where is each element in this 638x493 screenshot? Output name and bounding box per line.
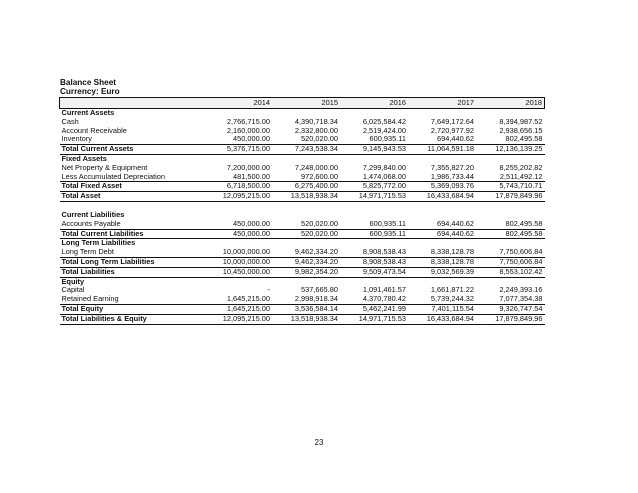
total-row <box>60 304 545 314</box>
total-row <box>60 192 545 202</box>
row-value: 10,000,000.00 <box>204 257 272 267</box>
row-value: 5,739,244.32 <box>430 295 474 304</box>
row-label: Total Equity <box>60 304 205 314</box>
total-row <box>60 229 545 239</box>
row-value: 12,136,139.25 <box>476 145 545 155</box>
row-value: 1,645,215.00 <box>204 304 272 314</box>
row-value: 9,326,747.54 <box>476 304 545 314</box>
row-label: Fixed Assets <box>61 154 107 163</box>
total-row <box>60 182 545 192</box>
row-value: 7,401,115.54 <box>408 304 476 314</box>
table-row <box>60 277 545 286</box>
row-value: 5,376,715.00 <box>204 145 272 155</box>
row-label: Total Long Term Liabilities <box>60 257 205 267</box>
year-header: 2018 <box>476 98 545 109</box>
total-row <box>60 145 545 155</box>
row-value: 14,971,715.53 <box>340 314 408 324</box>
row-value: 14,971,715.53 <box>340 192 408 202</box>
table-row <box>60 118 545 127</box>
row-value: 13,518,938.34 <box>272 314 340 324</box>
page-number: 23 <box>314 438 324 447</box>
row-value: 2,998,918.34 <box>294 295 338 304</box>
row-value: 12,095,215.00 <box>204 314 272 324</box>
row-label: Retained Earning <box>61 295 119 304</box>
row-value: 9,982,354.20 <box>272 267 340 277</box>
row-value: 2,766,715.00 <box>226 117 270 126</box>
row-label: Capital <box>61 286 85 295</box>
row-value: 694,440.62 <box>437 219 474 228</box>
row-label: Inventory <box>61 135 92 144</box>
row-label: Total Current Assets <box>60 145 205 155</box>
row-value: 694,440.62 <box>437 135 474 144</box>
table-row <box>60 154 545 163</box>
row-value: 9,509,473.54 <box>340 267 408 277</box>
row-value: 2,511,492.12 <box>499 172 543 181</box>
row-value: 8,553,102.42 <box>476 267 545 277</box>
row-value: 2,938,656.15 <box>499 126 543 135</box>
row-value: 9,462,334.20 <box>294 248 338 257</box>
row-label: Account Receivable <box>61 126 127 135</box>
row-label: Total Fixed Asset <box>60 182 205 192</box>
row-value: 972,600.00 <box>301 172 338 181</box>
row-value: 6,718,500.00 <box>204 182 272 192</box>
row-value: 2,160,000.00 <box>226 126 270 135</box>
table-row <box>60 173 545 182</box>
row-label: Current Liabilities <box>61 210 125 219</box>
currency-label: Currency: Euro <box>60 87 120 96</box>
row-value: 8,338,128.78 <box>408 257 476 267</box>
table-row <box>60 248 545 257</box>
row-value: 4,370,780.42 <box>362 295 406 304</box>
row-value: 7,200,000.00 <box>226 163 270 172</box>
row-value: 8,338,128.78 <box>430 248 474 257</box>
row-value: 1,091,461.57 <box>362 286 406 295</box>
table-row <box>60 286 545 295</box>
row-label: Equity <box>61 277 85 286</box>
table-row <box>60 211 545 220</box>
row-value: 520,020.00 <box>301 135 338 144</box>
row-label: Total Asset <box>60 192 205 202</box>
row-value: 450,000.00 <box>233 219 270 228</box>
table-row <box>60 135 545 144</box>
sheet-title: Balance Sheet <box>60 78 116 87</box>
row-value: 802,495.58 <box>505 135 543 144</box>
row-value: 450,000.00 <box>233 135 270 144</box>
header-blank-cell <box>60 98 205 109</box>
total-row <box>60 257 545 267</box>
row-value: 6,275,400.00 <box>272 182 340 192</box>
row-value: 8,394,987.52 <box>499 117 543 126</box>
row-value: 520,020.00 <box>301 219 338 228</box>
row-label: Long Term Liabilities <box>61 238 136 248</box>
row-value: 5,743,710.71 <box>476 182 545 192</box>
row-label: Total Current Liabilities <box>60 229 205 239</box>
row-value: 600,935.11 <box>369 219 406 228</box>
row-value: 481,500.00 <box>233 172 270 181</box>
row-value: 5,369,093.76 <box>408 182 476 192</box>
row-value: 7,299,840.00 <box>362 163 406 172</box>
row-value: 7,243,538.34 <box>272 145 340 155</box>
year-header: 2017 <box>408 98 476 109</box>
row-value: 7,649,172.64 <box>430 117 474 126</box>
row-value: 4,390,718.34 <box>294 117 338 126</box>
year-header: 2015 <box>272 98 340 109</box>
row-value: 17,879,849.96 <box>476 192 545 202</box>
row-label: Accounts Payable <box>61 219 121 228</box>
row-value: 1,986,733.44 <box>430 172 474 181</box>
row-value: 450,000.00 <box>204 229 272 239</box>
spacer-row <box>60 201 545 211</box>
row-label: Total Liabilities <box>60 267 205 277</box>
row-value: 1,474,068.00 <box>362 172 406 181</box>
row-value: 537,665.80 <box>301 286 338 295</box>
table-row <box>60 127 545 136</box>
row-value: 1,661,871.22 <box>430 286 474 295</box>
table-row <box>60 239 545 248</box>
total-row <box>60 314 545 324</box>
row-value: 10,450,000.00 <box>204 267 272 277</box>
year-header: 2016 <box>340 98 408 109</box>
row-value: 8,908,538.43 <box>340 257 408 267</box>
row-value: 694,440.62 <box>408 229 476 239</box>
row-value: 6,025,584.42 <box>362 117 406 126</box>
row-label: Total Liabilities & Equity <box>60 314 205 324</box>
row-label: Less Accumulated Depreciation <box>61 172 166 181</box>
row-value: 802,495.58 <box>505 219 543 228</box>
row-value: - <box>267 286 270 295</box>
row-value: 7,248,000.00 <box>294 163 338 172</box>
row-value: 5,825,772.00 <box>340 182 408 192</box>
row-label: Current Assets <box>61 108 115 117</box>
total-row <box>60 267 545 277</box>
row-value: 1,645,215.00 <box>226 295 270 304</box>
row-label: Long Term Debt <box>61 248 114 257</box>
row-value: 9,032,569.39 <box>408 267 476 277</box>
row-value: 7,750,606.84 <box>476 257 545 267</box>
row-value: 600,935.11 <box>369 135 406 144</box>
row-label: Net Property & Equipment <box>61 163 148 172</box>
row-value: 16,433,684.94 <box>408 192 476 202</box>
row-value: 9,462,334.20 <box>272 257 340 267</box>
table-row <box>60 164 545 173</box>
row-value: 8,255,202.82 <box>499 163 543 172</box>
row-value: 2,519,424.00 <box>362 126 406 135</box>
row-value: 16,433,684.94 <box>408 314 476 324</box>
row-label: Cash <box>61 117 79 126</box>
row-value: 2,249,393.16 <box>499 286 543 295</box>
row-value: 9,145,943.53 <box>340 145 408 155</box>
row-value: 10,000,000.00 <box>222 248 270 257</box>
row-value: 600,935.11 <box>340 229 408 239</box>
table-row <box>60 220 545 229</box>
row-value: 520,020.00 <box>272 229 340 239</box>
year-header: 2014 <box>204 98 272 109</box>
row-value: 8,908,538.43 <box>362 248 406 257</box>
row-value: 3,536,584.14 <box>272 304 340 314</box>
table-row <box>60 295 545 304</box>
row-value: 5,462,241.99 <box>340 304 408 314</box>
row-value: 802,495.58 <box>476 229 545 239</box>
row-value: 11,064,591.18 <box>408 145 476 155</box>
table-row <box>60 109 545 118</box>
row-value: 7,355,827.20 <box>430 163 474 172</box>
row-value: 17,879,849.96 <box>476 314 545 324</box>
row-value: 7,077,354.38 <box>499 295 543 304</box>
row-value: 2,720,977.92 <box>430 126 474 135</box>
balance-sheet-table <box>59 97 545 325</box>
year-header-row <box>60 98 545 109</box>
row-value: 7,750,606.84 <box>499 248 543 257</box>
row-value: 13,518,938.34 <box>272 192 340 202</box>
row-value: 2,332,800.00 <box>294 126 338 135</box>
row-value: 12,095,215.00 <box>204 192 272 202</box>
